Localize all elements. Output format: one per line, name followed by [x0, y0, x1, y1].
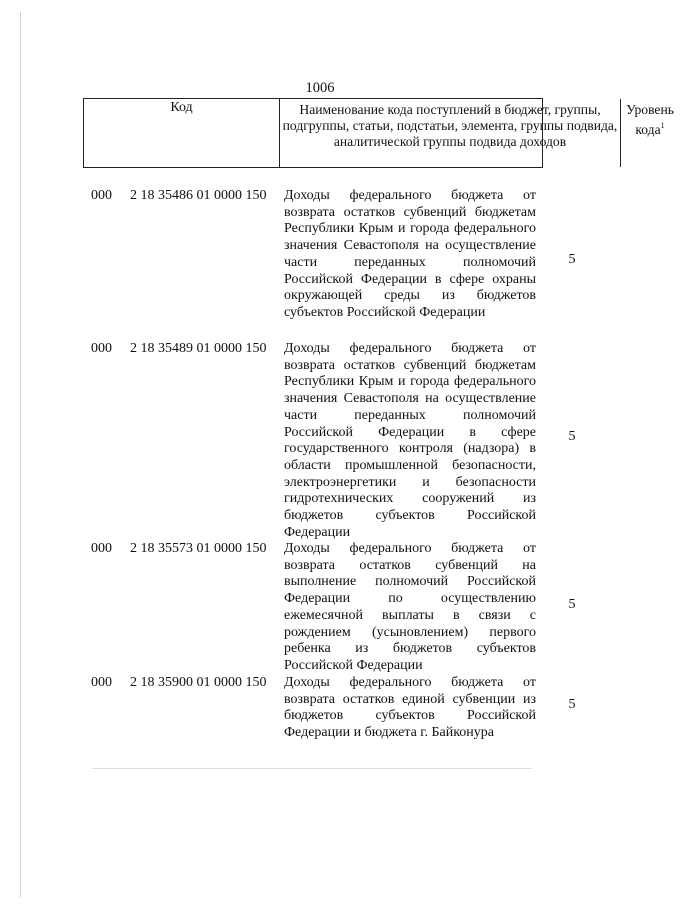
row-prefix: 000	[91, 675, 112, 690]
footnote-marker: 1	[660, 121, 665, 130]
row-code: 2 18 35573 01 0000 150	[130, 541, 267, 556]
row-name: Доходы федерального бюджета от возврата остатков субвенций на выполнение полномочий Российской Федерации по осуществлению ежемесячной выплаты в связи с рождением (усыновлением) первого ребенка из бюджетов субъектов Российской Федерации	[284, 541, 536, 673]
row-code: 2 18 35489 01 0000 150	[130, 341, 267, 356]
row-prefix: 000	[91, 341, 112, 356]
scan-artifact-line	[92, 768, 532, 769]
row-name: Доходы федерального бюджета от возврата остатков субвенций бюджетам Республики Крым и города федерального значения Севастополя на осуществление части переданных полномочий Российской Федерации в сфере охраны окружающей среды из бюджетов субъектов Российской Федерации	[284, 188, 536, 320]
row-name: Доходы федерального бюджета от возврата остатков субвенций бюджетам Республики Крым и города федерального значения Севастополя на осуществление части переданных полномочий Российской Федерации в сфере государственного контроля (надзора) в области промышленной безопасности, электроэнергетики и безопасности гидротехнических сооружений из бюджетов субъектов Российской Федерации	[284, 341, 536, 540]
table-header	[83, 98, 674, 168]
header-cell-code	[84, 99, 279, 167]
row-level: 5	[568, 252, 576, 267]
scan-edge-line	[20, 12, 21, 897]
header-cell-name	[279, 99, 621, 167]
row-level: 5	[568, 697, 576, 712]
header-code-label: Код	[170, 100, 193, 115]
page-number: 1006	[305, 80, 335, 96]
row-code: 2 18 35900 01 0000 150	[130, 675, 267, 690]
row-code: 2 18 35486 01 0000 150	[130, 188, 267, 203]
row-prefix: 000	[91, 188, 112, 203]
row-prefix: 000	[91, 541, 112, 556]
row-level: 5	[568, 597, 576, 612]
header-level-label: Уровень кода	[626, 102, 674, 137]
header-cell-level	[620, 99, 680, 167]
header-level-wrap	[620, 99, 680, 138]
row-name: Доходы федерального бюджета от возврата остатков единой субвенции из бюджетов субъектов Российской Федерации и бюджета г. Байконура	[284, 675, 536, 741]
header-name-label: Наименование кода поступлений в бюджет, группы, подгруппы, статьи, подстатьи, элемента, группы подвида, аналитической группы подвида доходов	[282, 102, 618, 149]
row-level: 5	[568, 429, 576, 444]
